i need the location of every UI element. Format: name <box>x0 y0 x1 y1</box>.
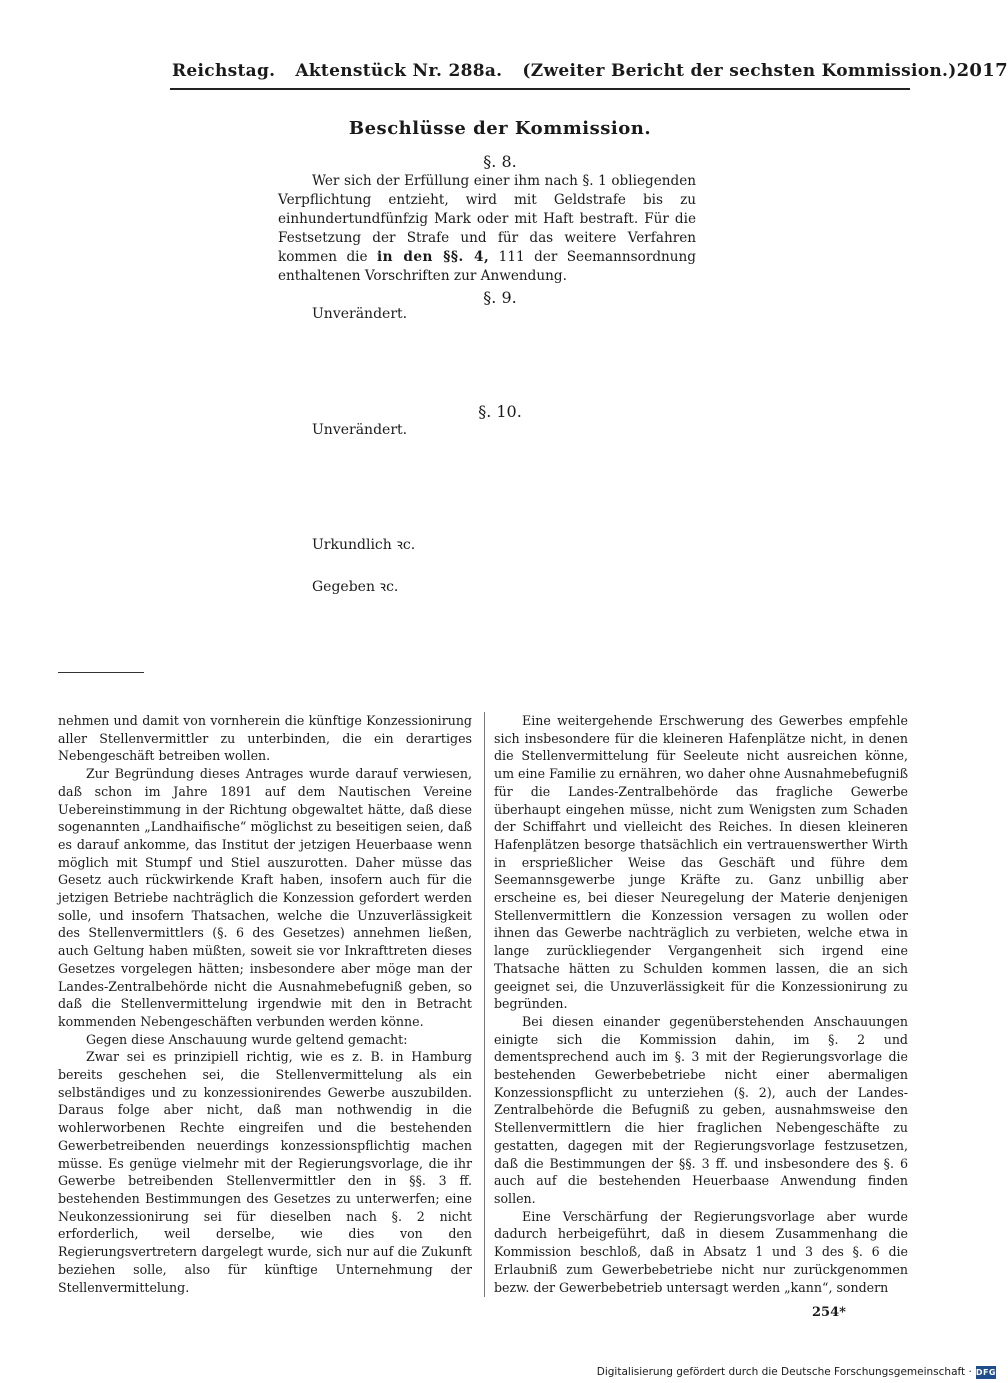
left-column <box>58 712 472 1296</box>
left-paragraph-1: nehmen und damit von vornherein die künftige Konzessionirung aller Stellenvermittler zu unterbinden, die ein derartiges Nebengeschäft betreiben wollen. <box>58 713 472 764</box>
page-number: 2017 <box>956 60 1008 81</box>
section-8-text-start: Wer sich der Erfüllung einer ihm nach §. 1 obliegenden Verpflichtung entzieht, wird mit Geldstrafe bis zu einhundertundfünfzig Mark oder mit Haft bestraft. Für die Festsetzung der Strafe und für das weitere Verfahren kommen die <box>278 173 696 265</box>
left-paragraph-2: Zur Begründung dieses Antrages wurde darauf verwiesen, daß schon im Jahre 1891 auf dem Nautischen Vereine Uebereinstimmung in der Richtung obgewaltet hätte, daß diese sogenannten „Landhaifische“ möglichst zu beseitigen seien, daß es darauf ankomme, das Institut der jetzigen Heuerbaase wenn möglich mit Stumpf und Stiel auszurotten. Daher müsse das Gesetz auch rückwirkende Kraft haben, insofern auch für die jetzigen Betriebe nachträglich die Konzession gefordert werden solle, und insofern Thatsachen, welche die Unzuverlässigkeit des Stellenvermittlers (§. 6 des Gesetzes) annehmen ließen, auch Geltung haben müßten, soweit sie vor Inkrafttreten dieses Gesetzes vorgelegen hätten; insbesondere aber möge man der Landes-Zentralbehörde nicht die Ausnahmebefugniß geben, so daß die Stellenvermittelung irgendwie mit den in Betracht kommenden Nebengeschäften verbunden werden könne. <box>58 766 472 1029</box>
footer-credit <box>596 1364 996 1380</box>
running-head-left <box>172 61 957 81</box>
right-paragraph-1: Eine weitergehende Erschwerung des Gewerbes empfehle sich insbesondere für die kleineren Hafenplätze nicht, in denen die Stellenvermittelung für Seeleute nicht ausreichen könne, um eine Familie zu ernähren, wo daher ohne Ausnahmebefugniß für die Landes-Zentralbehörde das fragliche Gewerbe überhaupt eingehen müsse, nicht zum Wenigsten zum Schaden der Schiffahrt und vielleicht des Reiches. In diesen kleineren Hafenplätzen besorge thatsächlich ein vertrauenswerther Wirth in ersprießlicher Weise das Geschäft und führe dem Seemannsgewerbe junge Kräfte zu. Ganz unbillig aber erscheine es, bei dieser Neuregelung der Materie denjenigen Stellenvermittlern die Konzession versagen zu wollen oder ihnen das Gewerbe nachträglich zu verbieten, welche etwa in lange zurückliegender Vergangenheit sich irgend eine Thatsache hätten zu Schulden kommen lassen, die an sich geeignet sei, die Unzuverlässigkeit für die Konzessionirung zu begründen. <box>494 713 908 1012</box>
section-10-text: Unverändert. <box>312 422 408 438</box>
running-head-document: Aktenstück Nr. 288a. <box>295 61 503 81</box>
section-8-bold-reference: in den §§. 4, <box>376 249 490 265</box>
section-8-heading: §. 8. <box>483 152 517 171</box>
right-column <box>494 712 908 1296</box>
right-paragraph-2: Bei diesen einander gegenüberstehenden Anschauungen einigte sich die Kommission dahin, im §. 2 und dementsprechend auch im §. 3 mit der Regierungsvorlage die bestehenden Gewerbebetriebe nicht einer abermaligen Konzessionspflicht zu unterziehen (§. 2), auch der Landes-Zentralbehörde die Befugniß zu geben, ausnahmsweise den Stellenvermittlern die hier fraglichen Nebengeschäfte zu gestatten, dagegen mit der Regierungsvorlage festzusetzen, daß die Bestimmungen der §§. 3 ff. und insbesondere des §. 6 auch auf die bestehenden Heuerbaase Anwendung finden sollen. <box>494 1013 908 1206</box>
section-8-text-end: 111 der Seemannsordnung enthaltenen Vorschriften zur Anwendung. <box>278 249 696 284</box>
left-paragraph-3: Gegen diese Anschauung wurde geltend gemacht: <box>86 1031 408 1047</box>
right-paragraph-3: Eine Verschärfung der Regierungsvorlage aber wurde dadurch herbeigeführt, daß in diesem Zusammenhang die Kommission beschloß, daß in Absatz 1 und 3 des §. 6 die Erlaubniß zum Gewerbebetriebe nicht nur zurückgenommen bezw. der Gewerbebetrieb untersagt werden „kann“, sondern <box>494 1208 908 1295</box>
section-10-heading: §. 10. <box>478 402 522 421</box>
dfg-logo-icon: DFG <box>975 1367 996 1377</box>
running-head-report: (Zweiter Bericht der sechsten Kommission.) <box>522 61 957 81</box>
closing-gegeben: Gegeben ꝛc. <box>312 579 399 595</box>
section-9-heading: §. 9. <box>483 288 517 307</box>
running-head <box>172 60 1008 86</box>
closing-urkundlich: Urkundlich ꝛc. <box>312 537 416 553</box>
column-divider <box>484 712 485 1297</box>
section-8-text <box>278 172 696 286</box>
page-title: Beschlüsse der Kommission. <box>348 118 652 139</box>
footnote-rule <box>58 672 144 673</box>
section-9-text: Unverändert. <box>312 306 408 322</box>
header-rule <box>170 88 910 90</box>
running-head-institution: Reichstag. <box>172 61 276 81</box>
left-paragraph-4: Zwar sei es prinzipiell richtig, wie es z. B. in Hamburg bereits geschehen sei, die Stellenvermittelung als ein selbständiges und zu konzessionirendes Gewerbe auszubilden. Daraus folge aber nicht, daß man nothwendig in die wohlerworbenen Rechte eingreifen und die bestehenden Gewerbetreibenden neuerdings konzessionspflichtig machen müsse. Es genüge vielmehr mit der Regierungsvorlage, die ihr Gewerbe betreibenden Stellenvermittler den in §§. 3 ff. bestehenden Bestimmungen des Gesetzes zu unterwerfen; eine Neukonzessionirung sei für dieselben nach §. 2 nicht erforderlich, weil derselbe, wie dies von den Regierungsvertretern dargelegt wurde, sich nur auf die Zukunft beziehen solle, also für künftige Unternehmung der Stellenvermittelung. <box>58 1049 472 1295</box>
footer-credit-text: Digitalisierung gefördert durch die Deutsche Forschungsgemeinschaft · <box>596 1366 972 1378</box>
printer-signature: 254* <box>812 1305 846 1320</box>
